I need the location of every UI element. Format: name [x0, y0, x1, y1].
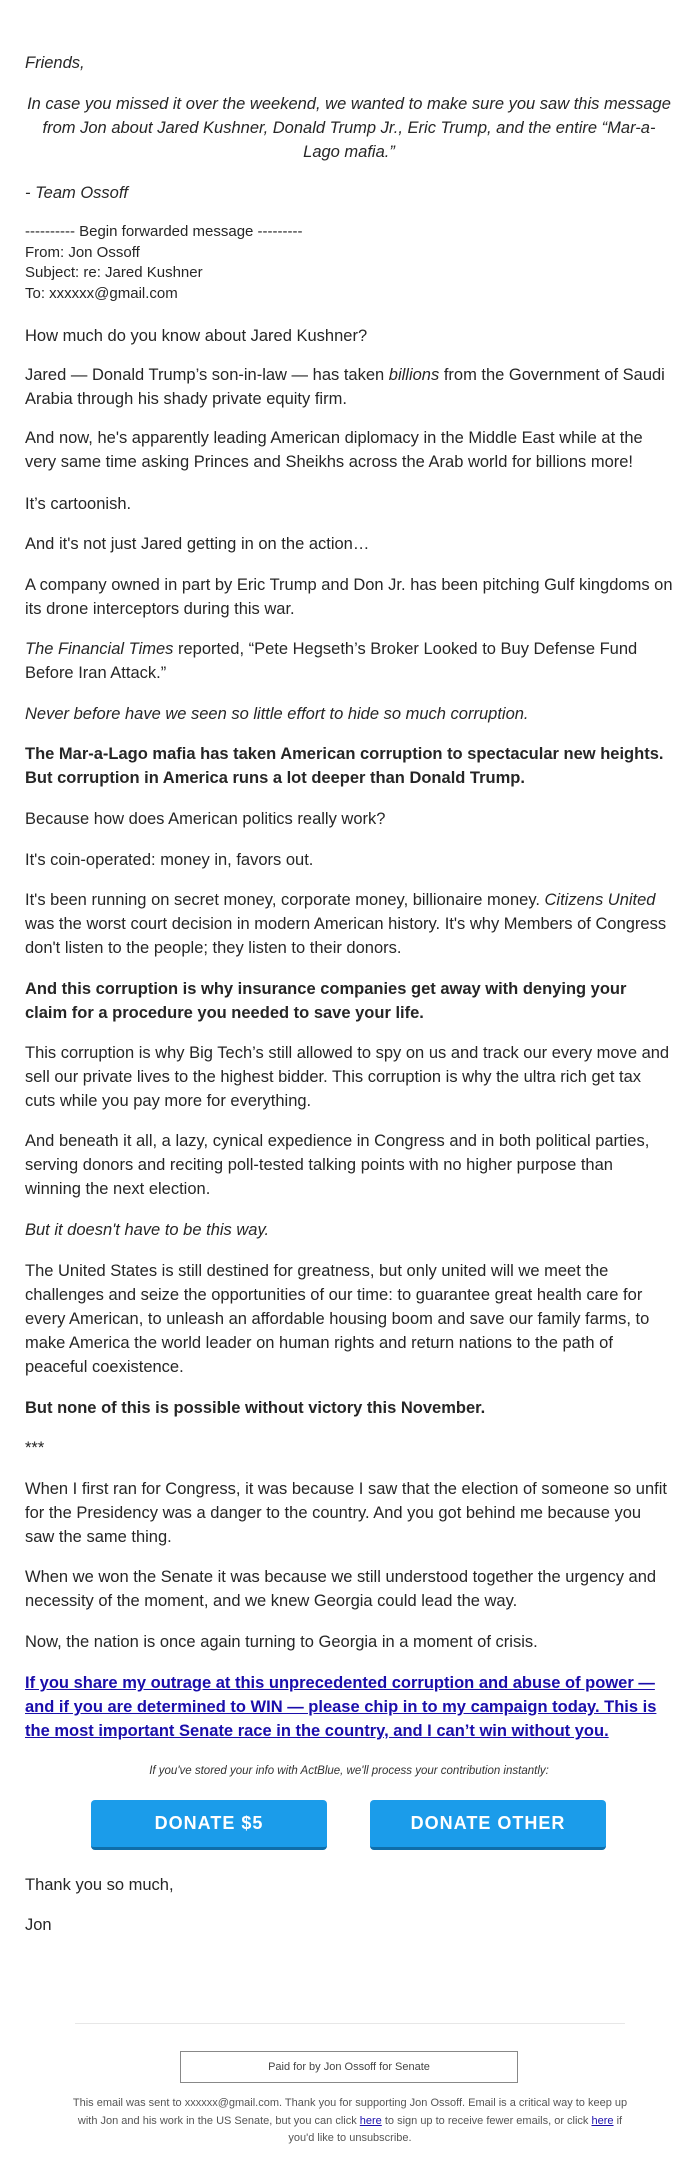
footer-divider: [75, 2023, 625, 2024]
unsubscribe-link[interactable]: here: [591, 2114, 614, 2127]
paragraph: [25, 637, 673, 685]
paragraph: And it's not just Jared getting in on the action…: [25, 535, 370, 553]
paragraph: How much do you know about Jared Kushner?: [25, 327, 368, 345]
forwarded-header-block: [25, 222, 673, 304]
fewer-emails-link[interactable]: here: [359, 2114, 382, 2127]
forward-from: From: Jon Ossoff: [25, 243, 140, 261]
footer-span: to sign up to receive fewer emails, or click: [381, 2114, 592, 2127]
footer-text: [70, 2095, 630, 2148]
text-span: reported, “Pete Hegseth’s Broker Looked to Buy Defense Fund Before Iran Attack.”: [25, 640, 638, 682]
emphasis: billions: [388, 366, 440, 384]
paragraph-bold: But none of this is possible without victory this November.: [25, 1399, 486, 1417]
paragraph-bold: The Mar-a-Lago mafia has taken American corruption to spectacular new heights. But corruption in America runs a lot deeper than Donald Trump.: [25, 745, 664, 787]
team-signoff: - Team Ossoff: [25, 184, 129, 202]
paragraph: This corruption is why Big Tech’s still allowed to spy on us and track our every move and sell our private lives to the highest bidder. This corruption is why the ultra rich get tax cuts while you pay more for everything.: [25, 1044, 670, 1110]
paragraph-bold: And this corruption is why insurance companies get away with denying your claim for a procedure you needed to save your life.: [25, 980, 627, 1022]
footer-span: This email was sent to xxxxxx@gmail.com. Thank you for supporting Jon Ossoff. Email is a critical way to keep up with Jon and his work in the US Senate, but you can click: [72, 2097, 628, 2127]
paid-for-disclaimer: Paid for by Jon Ossoff for Senate: [180, 2051, 518, 2083]
donate-cta-link[interactable]: If you share my outrage at this unprecedented corruption and abuse of power — and if you are determined to WIN — please chip in to my campaign today. This is the most important Senate race in the country, and I can’t win without you.: [25, 1674, 657, 1740]
publication-name: The Financial Times: [25, 640, 174, 658]
thanks: Thank you so much,: [25, 1876, 174, 1894]
paragraph: The United States is still destined for greatness, but only united will we meet the challenges and seize the opportunities of our time: to guarantee great health care for every American, to unleash an affordable housing boom and save our family farms, to make America the world leader on human rights and return nations to the path of peaceful coexistence.: [25, 1262, 650, 1376]
text-span: was the worst court decision in modern American history. It's why Members of Congress don't listen to the people; they listen to their donors.: [25, 915, 667, 957]
actblue-note: If you've stored your info with ActBlue, we'll process your contribution instantly:: [149, 1765, 549, 1777]
forward-separator: ---------- Begin forwarded message ---------: [25, 223, 303, 240]
paragraph: Never before have we seen so little effort to hide so much corruption.: [25, 705, 529, 723]
forward-to: To: xxxxxx@gmail.com: [25, 284, 178, 302]
donate-5-button[interactable]: DONATE $5: [91, 1800, 327, 1850]
paragraph: When we won the Senate it was because we still understood together the urgency and necessity of the moment, and we knew Georgia could lead the way.: [25, 1568, 657, 1610]
forward-subject: Subject: re: Jared Kushner: [25, 264, 203, 282]
donate-other-button[interactable]: DONATE OTHER: [370, 1800, 606, 1850]
paragraph: And now, he's apparently leading American diplomacy in the Middle East while at the very same time asking Princes and Sheikhs across the Arab world for billions more!: [25, 429, 643, 471]
emphasis: Citizens United: [544, 891, 656, 909]
text-span: from the Government of Saudi Arabia through his shady private equity firm.: [25, 366, 665, 408]
text-span: Jared — Donald Trump’s son-in-law — has taken: [25, 366, 389, 384]
paragraph: Because how does American politics really work?: [25, 810, 386, 828]
paragraph: It's coin-operated: money in, favors out.: [25, 851, 314, 869]
paragraph: And beneath it all, a lazy, cynical expedience in Congress and in both political parties, serving donors and reciting poll-tested talking points with no higher purpose than winning the next election.: [25, 1132, 650, 1198]
intro-message: In case you missed it over the weekend, we wanted to make sure you saw this message from Jon about Jared Kushner, Donald Trump Jr., Eric Trump, and the entire “Mar-a-Lago mafia.”: [27, 95, 671, 161]
signature-name: Jon: [25, 1916, 52, 1934]
section-separator: ***: [25, 1439, 45, 1457]
paragraph: [25, 888, 673, 960]
paragraph: It’s cartoonish.: [25, 495, 132, 513]
greeting: Friends,: [25, 54, 85, 72]
paragraph: Now, the nation is once again turning to Georgia in a moment of crisis.: [25, 1633, 538, 1651]
text-span: It's been running on secret money, corporate money, billionaire money.: [25, 891, 545, 909]
paragraph: When I first ran for Congress, it was because I saw that the election of someone so unfit for the Presidency was a danger to the country. And you got behind me because you saw the same thing.: [25, 1480, 667, 1546]
paragraph: A company owned in part by Eric Trump and Don Jr. has been pitching Gulf kingdoms on its drone interceptors during this war.: [25, 576, 673, 618]
paragraph: [25, 363, 673, 411]
footer-span: if you'd like to unsubscribe.: [288, 2114, 623, 2145]
paragraph: But it doesn't have to be this way.: [25, 1221, 270, 1239]
